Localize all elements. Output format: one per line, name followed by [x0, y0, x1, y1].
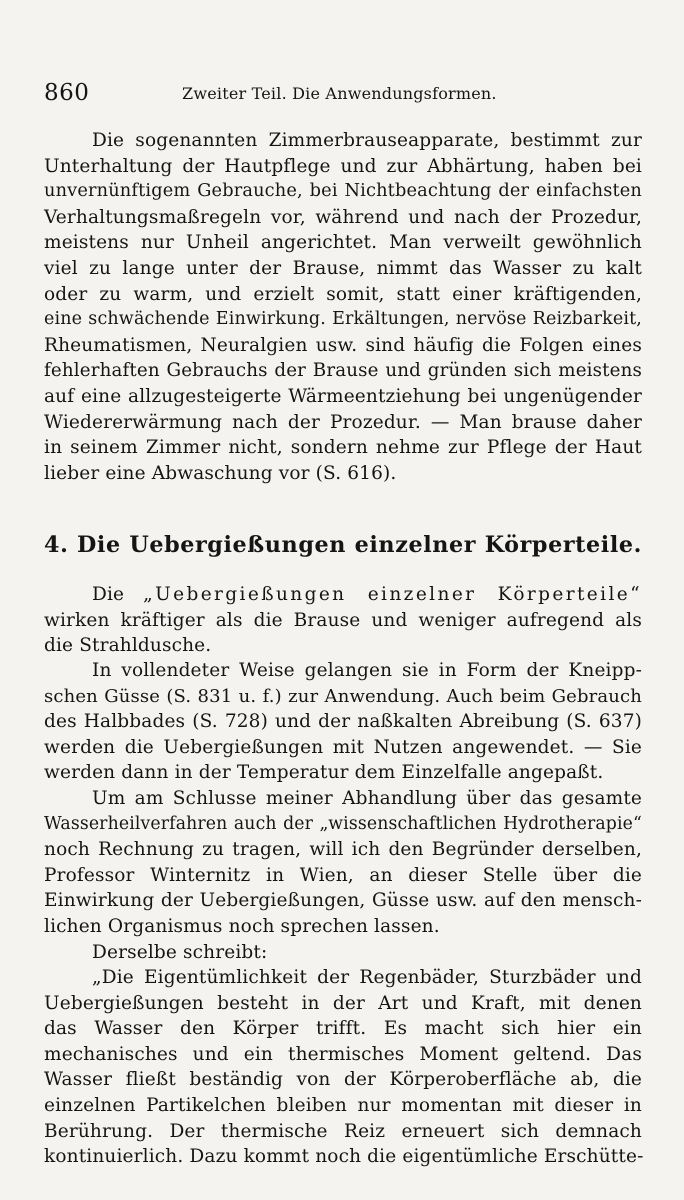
- text-line: Unterhaltung der Hautpflege und zur Abhärtung, haben bei: [44, 155, 642, 177]
- page-header: [44, 80, 644, 110]
- paragraph-uebergiessungen-intro: [44, 582, 642, 659]
- text-run: Die: [92, 584, 144, 605]
- text-line: Einwirkung der Uebergießungen, Güsse usw. auf den mensch-: [44, 890, 642, 912]
- text-line: noch Rechnung zu tragen, will ich den Begründer derselben,: [44, 839, 642, 861]
- text-line: Uebergießungen besteht in der Art und Kraft, mit denen: [44, 992, 642, 1014]
- text-line: kontinuierlich. Dazu kommt noch die eigentümliche Erschütte-: [44, 1146, 644, 1168]
- text-line: auf eine allzugesteigerte Wärmeentziehung bei ungenügender: [44, 385, 642, 407]
- text-line: einzelnen Partikelchen bleiben nur momentan mit dieser in: [44, 1094, 642, 1116]
- text-line: Um am Schlusse meiner Abhandlung über das gesamte: [92, 788, 642, 809]
- section-heading: 4. Die Uebergießungen einzelner Körperteile.: [44, 532, 642, 558]
- text-line: Wasser fließt beständig von der Körperoberfläche ab, die: [44, 1069, 642, 1091]
- text-line: meistens nur Unheil angerichtet. Man verweilt gewöhnlich: [44, 232, 642, 254]
- paragraph-zimmerbrause: [44, 128, 642, 486]
- text-line: werden die Uebergießungen mit Nutzen angewendet. — Sie: [44, 736, 642, 758]
- text-line: viel zu lange unter der Brause, nimmt das Wasser zu kalt: [44, 257, 642, 279]
- paragraph-winternitz: [44, 786, 642, 940]
- page-number: 860: [44, 80, 90, 106]
- text-line: schen Güsse (S. 831 u. f.) zur Anwendung. Auch beim Gebrauch: [44, 685, 642, 707]
- text-line: [44, 582, 642, 608]
- text-line: werden dann in der Temperatur dem Einzelfalle angepaßt.: [44, 762, 604, 784]
- paragraph-derselbe: [44, 940, 642, 966]
- text-line: Verhaltungsmaßregeln vor, während und nach der Prozedur,: [44, 206, 642, 228]
- text-line: Rheumatismen, Neuralgien usw. sind häufig die Folgen eines: [44, 334, 642, 356]
- paragraph-quote: [44, 965, 642, 1170]
- text-line: des Halbbades (S. 728) und der naßkalten Abreibung (S. 637): [44, 711, 642, 733]
- emphasized-term: „Uebergießungen einzelner Körperteile“: [143, 584, 642, 605]
- text-line: Derselbe schreibt:: [92, 942, 268, 963]
- text-line: Professor Winternitz in Wien, an dieser Stelle über die: [44, 864, 642, 886]
- text-line: eine schwächende Einwirkung. Erkältungen, nervöse Reizbarkeit,: [44, 309, 642, 330]
- text-line: Berührung. Der thermische Reiz erneuert sich demnach: [44, 1120, 642, 1142]
- text-line: mechanisches und ein thermisches Moment geltend. Das: [44, 1043, 642, 1065]
- text-line: Wasserheilverfahren auch der „wissenschaftlichen Hydrotherapie“: [44, 813, 642, 834]
- text-line: lieber eine Abwaschung vor (S. 616).: [44, 462, 397, 484]
- text-line: fehlerhaften Gebrauchs der Brause und gründen sich meistens: [44, 360, 642, 382]
- text-line: unvernünftigem Gebrauche, bei Nichtbeachtung der einfachsten: [44, 181, 642, 202]
- text-line: Wiedererwärmung nach der Prozedur. — Man brause daher: [44, 411, 642, 433]
- text-line: das Wasser den Körper trifft. Es macht sich hier ein: [44, 1018, 642, 1040]
- text-line: Die sogenannten Zimmerbrauseapparate, bestimmt zur: [92, 130, 642, 151]
- text-line: In vollendeter Weise gelangen sie in Form der Kneipp-: [92, 660, 642, 681]
- text-line: „Die Eigentümlichkeit der Regenbäder, Sturzbäder und: [92, 967, 642, 988]
- text-line: oder zu warm, und erzielt somit, statt einer kräftigenden,: [44, 283, 642, 305]
- text-line: wirken kräftiger als die Brause und weniger aufregend als: [44, 609, 642, 631]
- text-line: in seinem Zimmer nicht, sondern nehme zur Pflege der Haut: [44, 437, 642, 459]
- text-line: lichen Organismus noch sprechen lassen.: [44, 915, 440, 937]
- text-line: die Strahldusche.: [44, 635, 212, 657]
- running-head: Zweiter Teil. Die Anwendungsformen.: [182, 84, 497, 103]
- paragraph-kneipp: [44, 658, 642, 786]
